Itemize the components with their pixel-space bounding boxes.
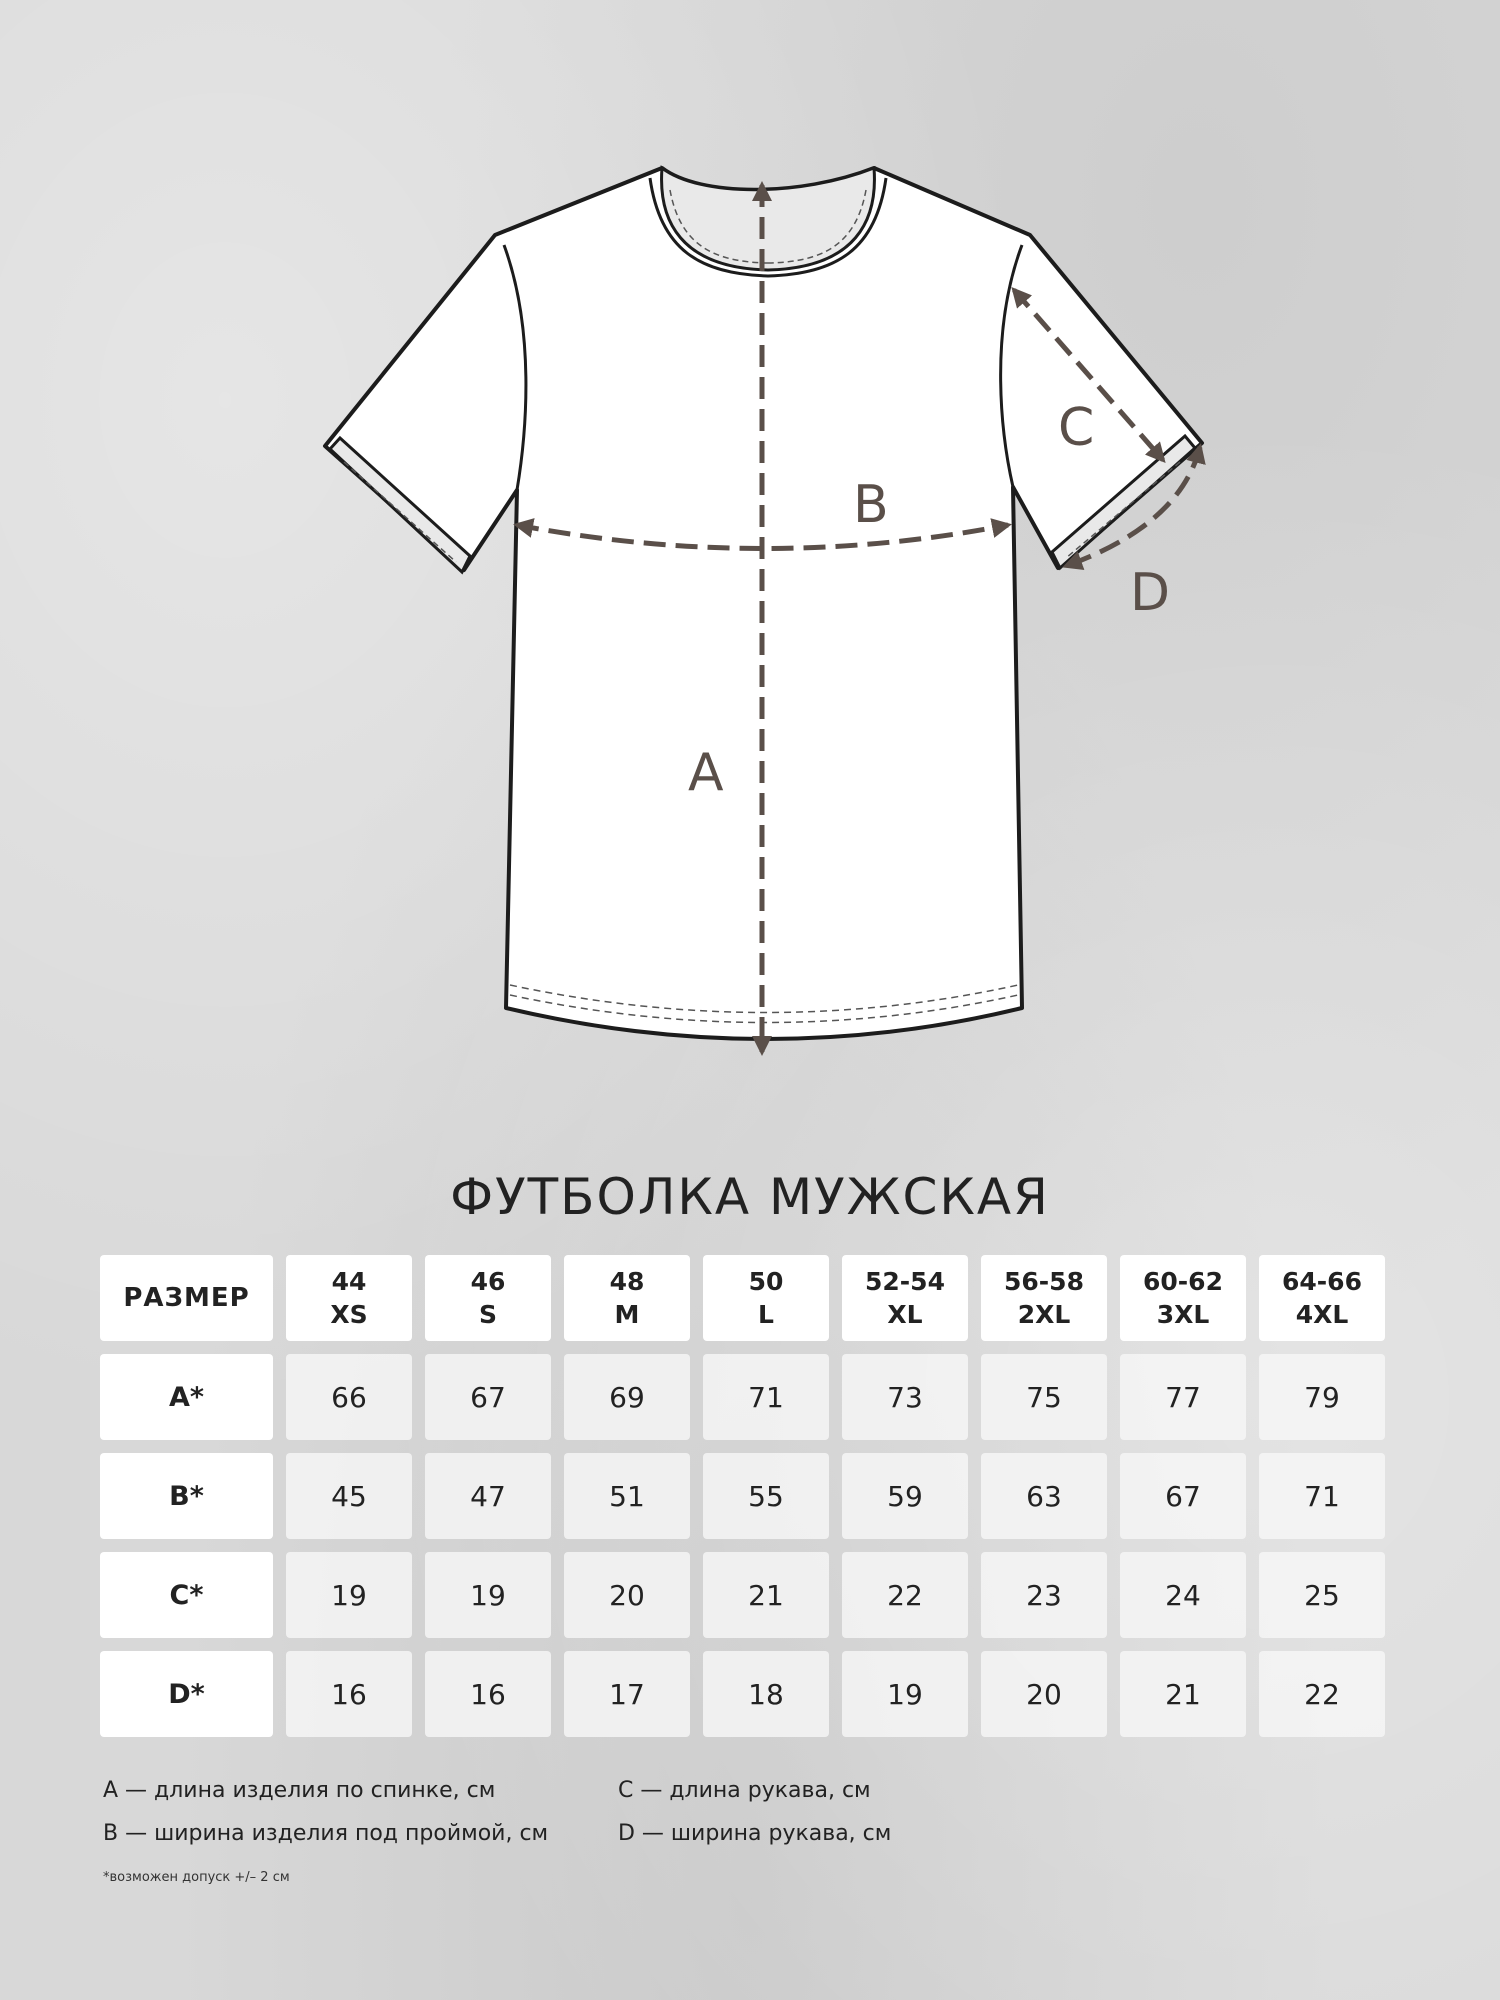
label-a: A bbox=[688, 743, 724, 803]
table-cell: 16 bbox=[425, 1651, 551, 1737]
table-cell: 19 bbox=[286, 1552, 412, 1638]
table-cell: 73 bbox=[842, 1354, 968, 1440]
legend-d: D — ширина рукава, см bbox=[618, 1821, 892, 1846]
label-d: D bbox=[1130, 563, 1171, 623]
label-b: B bbox=[853, 475, 889, 535]
table-cell: 55 bbox=[703, 1453, 829, 1539]
legend-b: B — ширина изделия под проймой, см bbox=[103, 1821, 549, 1846]
table-corner: РАЗМЕР bbox=[100, 1255, 273, 1341]
table-cell: 21 bbox=[703, 1552, 829, 1638]
table-cell: 20 bbox=[564, 1552, 690, 1638]
table-cell: 25 bbox=[1259, 1552, 1385, 1638]
table-cell: 67 bbox=[1120, 1453, 1246, 1539]
table-cell: 51 bbox=[564, 1453, 690, 1539]
page-title: ФУТБОЛКА МУЖСКАЯ bbox=[450, 1168, 1050, 1226]
size-header: 60-62 3XL bbox=[1120, 1255, 1246, 1341]
table-cell: 63 bbox=[981, 1453, 1107, 1539]
table-cell: 69 bbox=[564, 1354, 690, 1440]
table-cell: 67 bbox=[425, 1354, 551, 1440]
row-label: C* bbox=[100, 1552, 273, 1638]
size-header: 46 S bbox=[425, 1255, 551, 1341]
table-cell: 71 bbox=[1259, 1453, 1385, 1539]
table-cell: 21 bbox=[1120, 1651, 1246, 1737]
label-c: C bbox=[1058, 398, 1095, 458]
size-header: 52-54 XL bbox=[842, 1255, 968, 1341]
row-label: D* bbox=[100, 1651, 273, 1737]
table-cell: 77 bbox=[1120, 1354, 1246, 1440]
table-cell: 18 bbox=[703, 1651, 829, 1737]
tshirt-diagram bbox=[300, 150, 1220, 1070]
table-cell: 24 bbox=[1120, 1552, 1246, 1638]
tolerance-note: *возможен допуск +/– 2 см bbox=[103, 1870, 290, 1885]
size-header: 44 XS bbox=[286, 1255, 412, 1341]
row-label: A* bbox=[100, 1354, 273, 1440]
table-cell: 22 bbox=[1259, 1651, 1385, 1737]
table-cell: 23 bbox=[981, 1552, 1107, 1638]
table-cell: 79 bbox=[1259, 1354, 1385, 1440]
table-cell: 59 bbox=[842, 1453, 968, 1539]
size-header: 64-66 4XL bbox=[1259, 1255, 1385, 1341]
table-cell: 47 bbox=[425, 1453, 551, 1539]
size-header: 56-58 2XL bbox=[981, 1255, 1107, 1341]
table-cell: 17 bbox=[564, 1651, 690, 1737]
table-cell: 19 bbox=[425, 1552, 551, 1638]
table-cell: 19 bbox=[842, 1651, 968, 1737]
table-cell: 20 bbox=[981, 1651, 1107, 1737]
legend-a: A — длина изделия по спинке, см bbox=[103, 1778, 496, 1803]
table-cell: 16 bbox=[286, 1651, 412, 1737]
row-label: B* bbox=[100, 1453, 273, 1539]
table-cell: 45 bbox=[286, 1453, 412, 1539]
table-cell: 66 bbox=[286, 1354, 412, 1440]
table-cell: 75 bbox=[981, 1354, 1107, 1440]
size-table bbox=[100, 1255, 1385, 1737]
table-cell: 22 bbox=[842, 1552, 968, 1638]
legend-c: C — длина рукава, см bbox=[618, 1778, 871, 1803]
table-cell: 71 bbox=[703, 1354, 829, 1440]
size-header: 48 M bbox=[564, 1255, 690, 1341]
size-header: 50 L bbox=[703, 1255, 829, 1341]
